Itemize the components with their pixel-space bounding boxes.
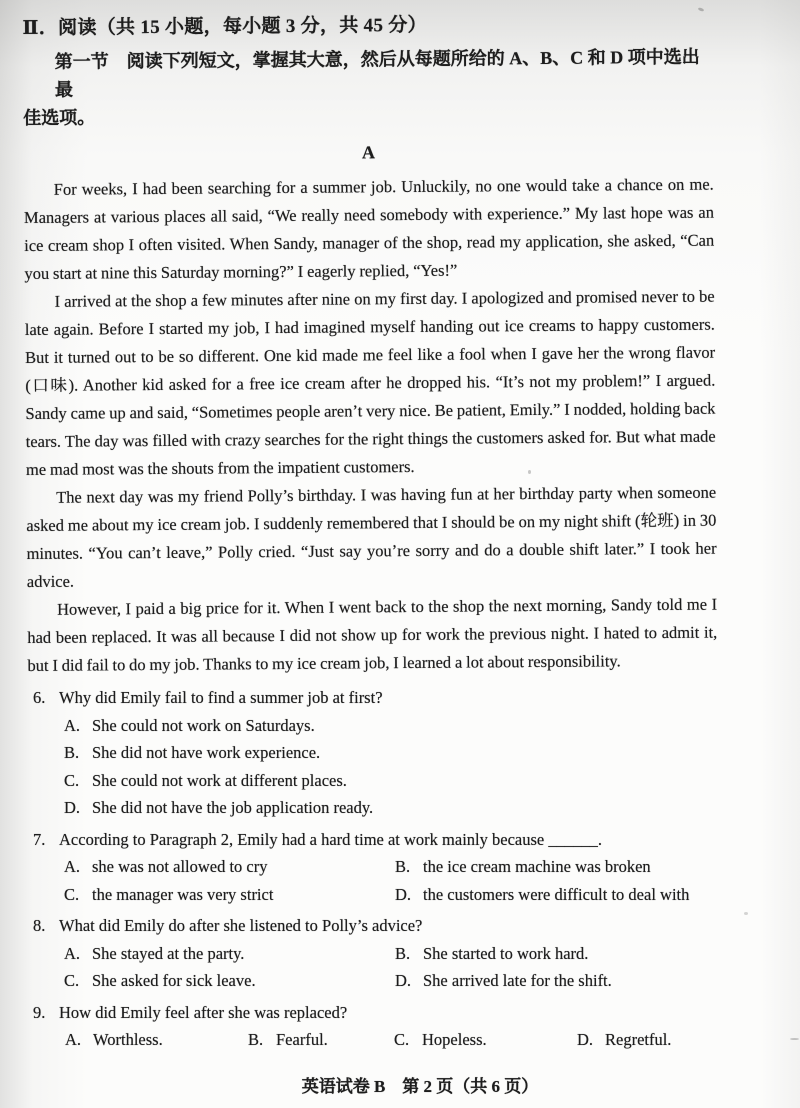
reading-section — [22, 11, 717, 680]
option-9-d — [577, 1026, 715, 1054]
passage-label: A — [361, 142, 376, 163]
option-text: she was not allowed to cry — [92, 857, 268, 876]
option-label: B. — [395, 857, 411, 876]
question-text: What did Emily do after she listened to Polly’s advice? — [59, 916, 423, 935]
question-8 — [25, 912, 715, 995]
option-label: D. — [395, 884, 412, 904]
question-6-stem — [25, 684, 715, 712]
option-label: D. — [395, 971, 412, 990]
question-7 — [25, 826, 715, 909]
option-text: Worthless. — [93, 1030, 163, 1049]
option-label: A. — [64, 857, 81, 876]
option-text: She stayed at the party. — [92, 943, 245, 963]
option-8-d — [395, 967, 715, 995]
question-9-options — [65, 1026, 715, 1054]
option-9-a — [65, 1026, 248, 1054]
option-text: the customers were difficult to deal with — [423, 884, 690, 904]
passage-paragraph: The next day was my friend Polly’s birthday. I was having fun at her birthday party when someone asked me about my ice cream job. I suddenly remembered that I should be on my night shift (轮班) in 30 minutes. “You can’t leave,” Polly cried. “Just say you’re sorry and do a double shift later.” I took her advice. — [26, 482, 717, 591]
question-text: Why did Emily fail to find a summer job at first? — [59, 688, 383, 707]
option-9-c — [394, 1026, 577, 1054]
option-text: Fearful. — [276, 1030, 328, 1049]
passage — [24, 171, 718, 680]
option-text: She could not work on Saturdays. — [92, 715, 315, 735]
option-8-c — [64, 967, 395, 995]
question-number: 6. — [33, 688, 46, 707]
questions-section — [25, 684, 715, 1054]
option-text: the ice cream machine was broken — [423, 857, 651, 876]
passage-paragraph: For weeks, I had been searching for a summer job. Unluckily, no one would take a chance on me. Managers at various places all said, “We really need somebody with experience.” My last hope was an ice cream shop I often visited. When Sandy, manager of the shop, read my application, she asked, “Can you start at nine this Saturday morning?” I eagerly replied, “Yes!” — [23, 174, 715, 284]
question-number: 9. — [33, 1002, 46, 1022]
question-8-options — [64, 940, 715, 995]
question-number: 7. — [33, 829, 46, 849]
question-6 — [25, 684, 715, 822]
option-7-d — [395, 881, 715, 909]
option-6-b — [64, 739, 715, 767]
option-label: D. — [577, 1030, 594, 1049]
option-8-a — [64, 940, 395, 968]
instructions-line-1: 第一节 阅读下列短文，掌握其大意，然后从每题所给的 A、B、C 和 D 项中选出最 — [54, 46, 700, 100]
option-8-b — [395, 940, 715, 968]
question-7-stem — [25, 826, 715, 854]
option-text: the manager was very strict — [92, 884, 274, 904]
option-label: B. — [248, 1030, 264, 1049]
section-title: Ⅱ．阅读（共 15 小题，每小题 3 分，共 45 分） — [22, 14, 427, 40]
passage-paragraph: I arrived at the shop a few minutes after nine on my first day. I apologized and promised never to be late again. Before I started my job, I had imagined myself handing out ice creams to happy customers. But it turned out to be so different. One kid made me feel like a fool when I gave her the wrong flavor (口味). Another kid asked for a free ice cream after he dropped his. “It’s not my problem!” I argued. Sandy came up and said, “Sometimes people aren’t very nice. Be patient, Emily.” I nodded, holding back tears. The day was filled with crazy searches for the right things the customers asked for. But what made me mad most was the shouts from the impatient customers. — [24, 286, 716, 479]
question-text: How did Emily feel after she was replaced? — [59, 1002, 348, 1022]
instructions-line-2: 佳选项。 — [23, 107, 96, 129]
option-label: A. — [65, 1030, 82, 1049]
question-number: 8. — [33, 916, 46, 935]
option-text: She started to work hard. — [423, 943, 589, 963]
question-9 — [25, 999, 715, 1054]
option-label: C. — [64, 884, 80, 904]
option-label: A. — [64, 943, 81, 963]
option-text: She did not have work experience. — [92, 743, 321, 762]
option-text: She arrived late for the shift. — [423, 971, 612, 990]
option-label: B. — [395, 943, 411, 963]
question-text: According to Paragraph 2, Emily had a hard time at work mainly because ______. — [59, 829, 602, 849]
option-text: Hopeless. — [422, 1030, 487, 1049]
option-6-d — [64, 794, 715, 822]
option-9-b — [248, 1026, 394, 1054]
question-6-options — [64, 712, 715, 822]
option-7-b — [395, 853, 715, 881]
scan-speck — [744, 912, 748, 915]
scan-speck — [790, 1038, 799, 1040]
scan-speck — [528, 470, 531, 474]
option-text: Regretful. — [605, 1030, 672, 1049]
option-7-c — [64, 881, 395, 909]
option-7-a — [64, 853, 395, 881]
option-text: She asked for sick leave. — [92, 971, 256, 990]
option-label: C. — [64, 770, 80, 790]
question-9-stem — [25, 999, 715, 1027]
question-7-options — [64, 853, 715, 908]
option-text: She could not work at different places. — [92, 770, 347, 790]
question-8-stem — [25, 912, 715, 940]
option-label: C. — [394, 1030, 410, 1049]
option-6-a — [64, 712, 715, 740]
passage-paragraph: However, I paid a big price for it. When I went back to the shop the next morning, Sandy told me I had been replaced. It was all because I did not show up for work the previous night. I hated to admit it, but I did fail to do my job. Thanks to my ice cream job, I learned a lot about responsibility. — [27, 594, 718, 675]
section-instructions — [23, 43, 714, 132]
option-label: B. — [64, 743, 80, 762]
option-text: She did not have the job application ready. — [92, 798, 374, 817]
option-label: A. — [64, 715, 81, 735]
option-label: C. — [64, 971, 80, 990]
option-label: D. — [64, 798, 81, 817]
page-content — [22, 14, 718, 1054]
page-footer: 英语试卷 B 第 2 页（共 6 页） — [301, 1077, 539, 1096]
option-6-c — [64, 767, 715, 795]
